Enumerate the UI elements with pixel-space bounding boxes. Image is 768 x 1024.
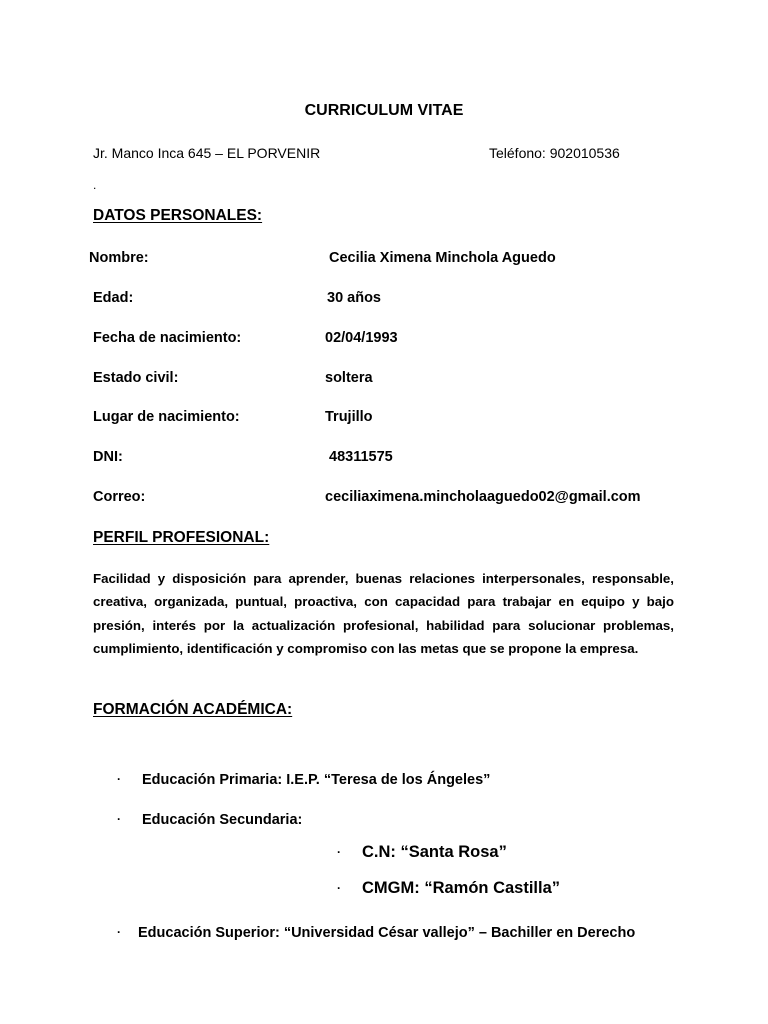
row-label-age: Edad: [93,290,134,306]
section-heading-profile: PERFIL PROFESIONAL: [93,529,270,546]
stray-dot: . [93,178,97,192]
row-value-age: 30 años [327,290,381,306]
secondary-school-item: C.N: “Santa Rosa” [362,843,507,861]
section-heading-education: FORMACIÓN ACADÉMICA: [93,701,293,718]
address-text: Jr. Manco Inca 645 – EL PORVENIR [93,145,321,161]
education-primary: Educación Primaria: I.E.P. “Teresa de los Ángeles” [142,772,491,788]
section-heading-personal: DATOS PERSONALES: [93,207,263,224]
bullet-icon: · [337,845,341,859]
row-label-birthplace: Lugar de nacimiento: [93,409,240,425]
row-value-birthplace: Trujillo [325,409,373,425]
bullet-icon: · [117,925,121,939]
phone-text: Teléfono: 902010536 [489,145,620,161]
row-value-email: ceciliaximena.mincholaaguedo02@gmail.com [325,489,641,505]
profile-paragraph: Facilidad y disposición para aprender, buenas relaciones interpersonales, responsable, creativa, organizada, puntual, proactiva, con capacidad para trabajar en equipo y bajo presión, interés por la actualización profesional, habilidad para solucionar problemas, cumplimiento, identificación y compromiso con las metas que se propone la empresa. [93,571,674,656]
education-superior: Educación Superior: “Universidad César vallejo” – Bachiller en Derecho [138,925,636,941]
document-title: CURRICULUM VITAE [304,102,464,119]
row-label-birthdate: Fecha de nacimiento: [93,330,242,346]
bullet-icon: · [117,812,121,826]
row-label-civil-status: Estado civil: [93,370,179,386]
row-label-name: Nombre: [89,250,149,266]
row-label-dni: DNI: [93,449,123,465]
bullet-icon: · [337,881,341,895]
row-value-birthdate: 02/04/1993 [325,330,398,346]
bullet-icon: · [117,772,121,786]
education-secondary: Educación Secundaria: [142,812,303,828]
row-label-email: Correo: [93,489,146,505]
row-value-name: Cecilia Ximena Minchola Aguedo [329,250,556,266]
secondary-school-item: CMGM: “Ramón Castilla” [362,879,561,897]
row-value-civil-status: soltera [325,370,373,386]
row-value-dni: 48311575 [329,449,393,465]
